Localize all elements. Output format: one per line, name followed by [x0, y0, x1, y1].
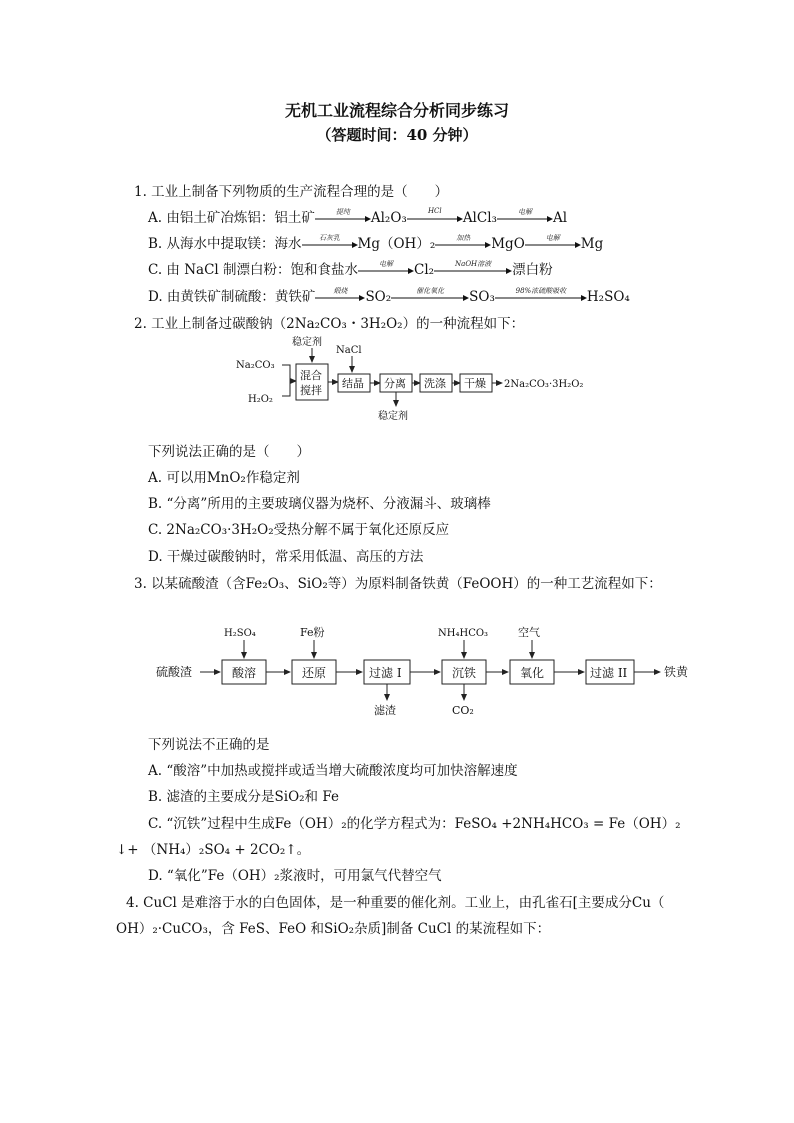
q1-d-prefix: D. 由黄铁矿制硫酸：黄铁矿	[148, 289, 316, 305]
condition-label: 提纯	[335, 207, 350, 216]
q2-option-b: B. “分离”所用的主要玻璃仪器为烧杯、分液漏斗、玻璃棒	[148, 496, 491, 512]
flow-stabilizer-bottom: 稳定剂	[378, 411, 408, 422]
q3-option-c-line1: C. “沉铁”过程中生成Fe（OH）₂的化学方程式为：FeSO₄ +2NH₄HCO₃ = Fe（OH）₂	[148, 816, 681, 832]
flow-end: 铁黄	[664, 665, 689, 679]
flow-product: 2Na₂CO₃·3H₂O₂	[504, 379, 584, 390]
arrow	[407, 206, 463, 223]
q3-option-b: B. 滤渣的主要成分是SiO₂和 Fe	[148, 789, 339, 805]
q1-a-p1: Al₂O₃	[370, 210, 407, 226]
flow-crystallize-label: 结晶	[342, 377, 364, 390]
flow-stabilizer-top: 稳定剂	[292, 337, 322, 348]
q1-d-p3: H₂SO₄	[586, 289, 630, 305]
flow-b2-label: 还原	[302, 666, 327, 680]
arrow	[315, 286, 365, 302]
q1-option-b	[148, 232, 603, 252]
flow-mix-label-2: 搅拌	[300, 384, 322, 397]
condition-label: 98%浓硫酸吸收	[515, 286, 567, 295]
q2-ask: 下列说法正确的是（ ）	[148, 444, 310, 460]
q1-c-p1: Cl₂	[414, 262, 435, 278]
condition-label: 电解	[517, 207, 532, 216]
flow-b6-label: 过滤 II	[590, 666, 628, 680]
condition-label: 煅烧	[333, 286, 348, 295]
q1-b-p3: Mg	[580, 236, 604, 252]
q3-ask: 下列说法不正确的是	[148, 737, 270, 753]
q1-option-c	[148, 258, 553, 278]
q3-stem: 3. 以某硫酸渣（含Fe₂O₃、SiO₂等）为原料制备铁黄（FeOOH）的一种工艺流程如下：	[134, 576, 662, 592]
arrow	[315, 207, 371, 223]
page-title: 无机工业流程综合分析同步练习	[284, 101, 509, 120]
q3-flowchart	[150, 620, 710, 720]
q1-b-p1: Mg（OH）₂	[357, 236, 436, 252]
condition-label: 加热	[456, 233, 471, 242]
condition-label: HCl	[427, 206, 442, 215]
q3-option-c-line2: ↓+ （NH₄）₂SO₄ + 2CO₂↑。	[116, 842, 311, 858]
q3-option-d: D. “氧化”Fe（OH）₂浆液时，可用氯气代替空气	[148, 868, 442, 884]
q1-b-prefix: B. 从海水中提取镁：海水	[148, 236, 302, 252]
q4-line2: OH）₂·CuCO₃，含 FeS、FeO 和SiO₂杂质]制备 CuCl 的某流程如下：	[116, 921, 551, 937]
flow-nh4hco3: NH₄HCO₃	[438, 628, 489, 639]
arrow	[434, 259, 512, 275]
q1-d-p2: SO₃	[469, 289, 495, 305]
condition-label: 催化氧化	[416, 286, 445, 295]
flow-input-h2o2: H₂O₂	[248, 394, 273, 405]
arrow	[497, 207, 553, 223]
flow-b4-label: 沉铁	[452, 666, 477, 680]
flow-co2: CO₂	[452, 704, 474, 717]
condition-label: NaOH溶液	[455, 259, 492, 268]
q1-a-prefix: A. 由铝土矿冶炼铝：铝土矿	[148, 210, 315, 226]
flow-wash-label: 洗涤	[424, 377, 446, 390]
flow-separate-label: 分离	[384, 377, 406, 390]
q1-option-d	[148, 285, 630, 305]
q2-option-a: A. 可以用MnO₂作稳定剂	[148, 470, 300, 486]
q2-option-d: D. 干燥过碳酸钠时，常采用低温、高压的方法	[148, 549, 424, 565]
flow-fe-powder: Fe粉	[300, 626, 325, 639]
arrow	[525, 233, 581, 249]
arrow	[302, 233, 358, 249]
flow-nacl: NaCl	[336, 345, 362, 356]
q1-stem: 1. 工业上制备下列物质的生产流程合理的是（ ）	[134, 184, 449, 200]
q2-flowchart	[230, 336, 600, 426]
condition-label: 石灰乳	[319, 233, 341, 242]
flow-merge-connector	[282, 365, 296, 396]
q1-c-p2: 漂白粉	[512, 262, 553, 278]
q1-a-p2: AlCl₃	[462, 210, 497, 226]
q1-c-prefix: C. 由 NaCl 制漂白粉：饱和食盐水	[148, 262, 359, 278]
q4-line1: 4. CuCl 是难溶于水的白色固体，是一种重要的催化剂。工业上，由孔雀石[主要成分Cu（	[126, 895, 665, 911]
flow-mix-label-1: 混合	[300, 369, 322, 382]
flow-dry-label: 干燥	[464, 377, 486, 390]
page-subtitle: （答题时间：40 分钟）	[316, 126, 478, 144]
condition-label: 电解	[379, 259, 394, 268]
q1-d-p1: SO₂	[365, 289, 392, 305]
q3-option-a: A. “酸溶”中加热或搅拌或适当增大硫酸浓度均可加快溶解速度	[148, 763, 518, 779]
q1-b-p2: MgO	[491, 236, 525, 252]
flow-input-na2co3: Na₂CO₃	[236, 360, 275, 371]
arrow	[495, 286, 587, 302]
flow-residue: 滤渣	[374, 704, 396, 717]
q2-stem: 2. 工业上制备过碳酸钠（2Na₂CO₃・3H₂O₂）的一种流程如下：	[134, 316, 525, 332]
condition-label: 电解	[545, 233, 560, 242]
arrow	[358, 259, 414, 275]
q1-option-a	[148, 206, 567, 226]
flow-b3-label: 过滤 I	[369, 666, 402, 680]
q2-option-c: C. 2Na₂CO₃·3H₂O₂受热分解不属于氧化还原反应	[148, 522, 450, 538]
flow-h2so4: H₂SO₄	[224, 628, 256, 639]
flow-air: 空气	[518, 626, 540, 639]
flow-b1-label: 酸溶	[232, 666, 257, 680]
arrow	[435, 233, 491, 249]
flow-b5-label: 氧化	[520, 666, 545, 680]
flow-start: 硫酸渣	[156, 665, 193, 679]
q1-a-p3: Al	[552, 210, 568, 226]
arrow	[391, 286, 469, 302]
